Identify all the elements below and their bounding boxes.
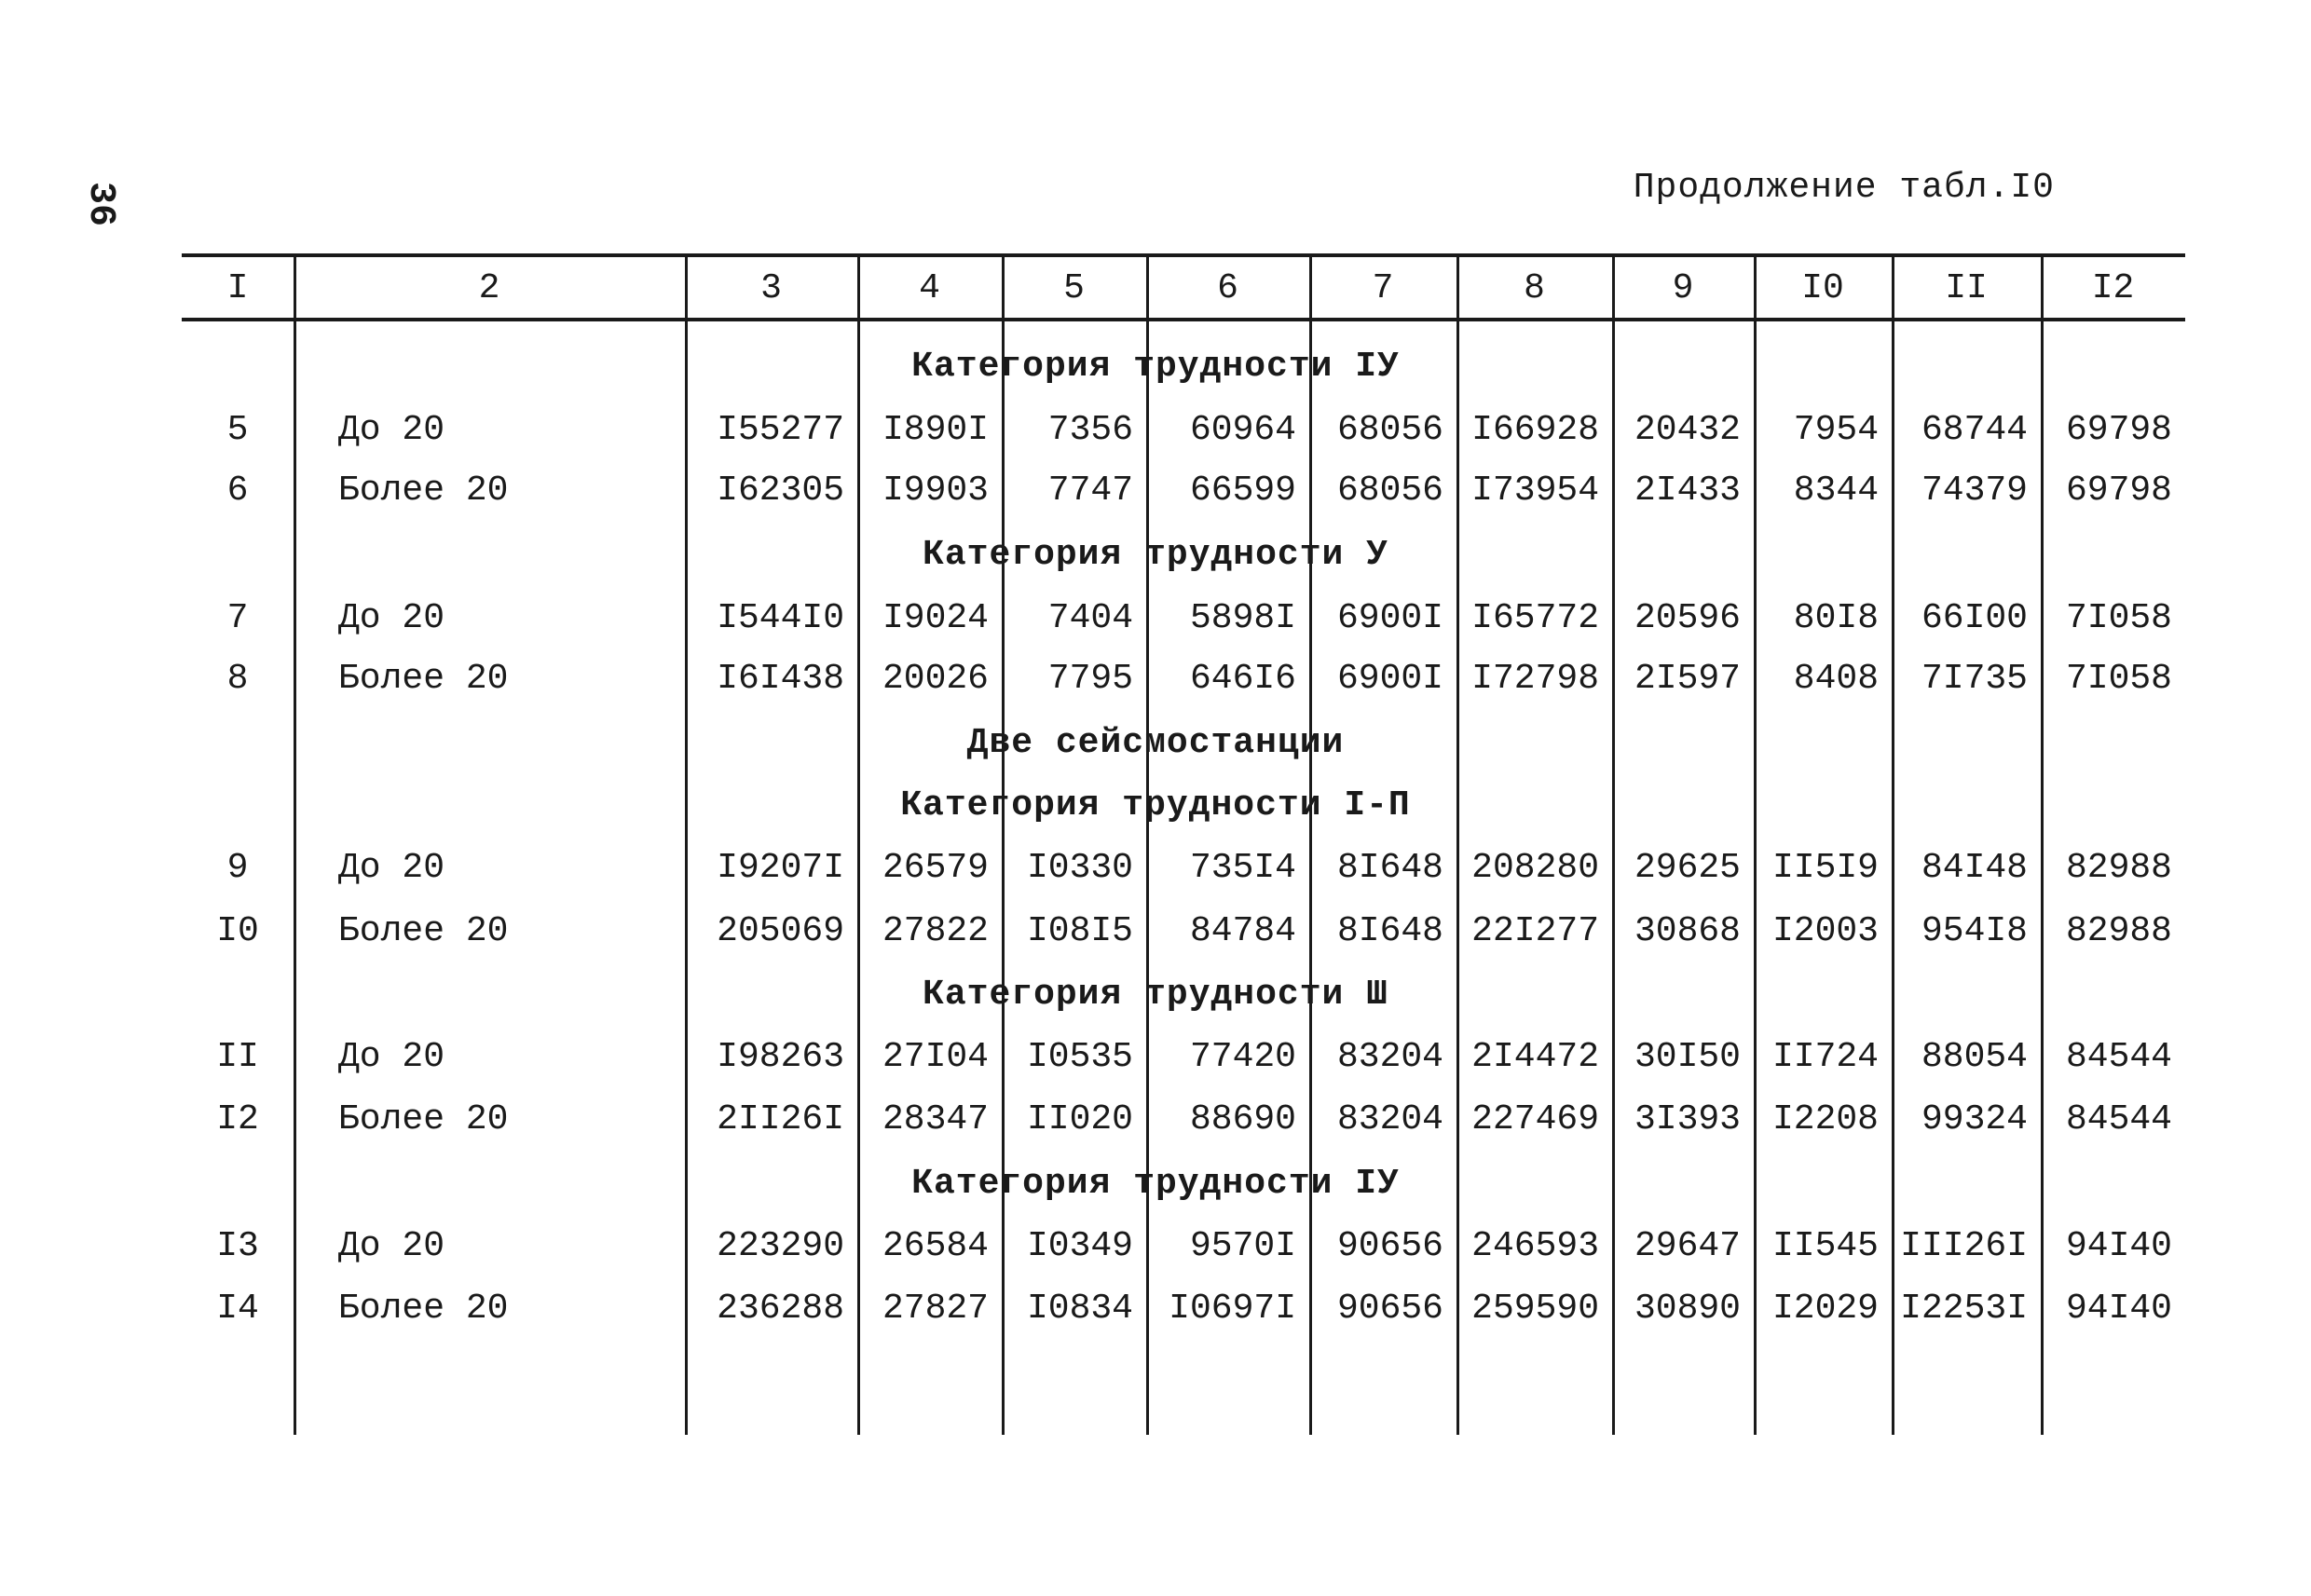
table-cell: 27827 (882, 1289, 989, 1329)
table-cell: I6I438 (717, 659, 844, 699)
table-cell: II020 (1026, 1099, 1133, 1139)
table-cell: 84I48 (1921, 848, 2028, 888)
table-cell: I544I0 (717, 598, 844, 638)
table-cell: I2029 (1771, 1289, 1879, 1329)
table-cell: 94I40 (2065, 1226, 2172, 1266)
table-caption: Продолжение табл.I0 (1633, 168, 2055, 208)
table-cell: I0697I (1169, 1289, 1296, 1329)
row-number: II (216, 1037, 259, 1077)
table-cell: 27822 (882, 911, 989, 951)
column-header: 9 (1672, 268, 1694, 308)
table-cell: 82988 (2065, 911, 2172, 951)
table-cell: 83204 (1336, 1037, 1443, 1077)
table-cell: I0349 (1026, 1226, 1133, 1266)
table-cell: 3I393 (1634, 1099, 1741, 1139)
page-number: 36 (79, 182, 121, 227)
table-cell: 246593 (1471, 1226, 1599, 1266)
table-cell: I9207I (717, 848, 844, 888)
table-cell: 66I00 (1921, 598, 2028, 638)
column-header: 8 (1524, 268, 1545, 308)
row-label: Более 20 (338, 659, 509, 699)
table-cell: 68744 (1921, 410, 2028, 450)
table-cell: I2253I (1900, 1289, 2028, 1329)
table-cell: 30868 (1634, 911, 1741, 951)
table-cell: I0330 (1026, 848, 1133, 888)
table-cell: 8344 (1793, 471, 1879, 511)
row-number: 8 (226, 659, 249, 699)
section-heading: Две сейсмостанции (966, 723, 1345, 763)
row-label: Более 20 (338, 1099, 509, 1139)
table-cell: 7356 (1047, 410, 1133, 450)
table-cell: 7I735 (1921, 659, 2028, 699)
table-cell: 646I6 (1189, 659, 1296, 699)
table-cell: 99324 (1921, 1099, 2028, 1139)
row-number: I3 (216, 1226, 259, 1266)
table-cell: 29647 (1634, 1226, 1741, 1266)
table-cell: 90656 (1336, 1226, 1443, 1266)
table-cell: 88054 (1921, 1037, 2028, 1077)
table-cell: 8408 (1793, 659, 1879, 699)
row-number: 6 (226, 471, 249, 511)
table-cell: 69798 (2065, 410, 2172, 450)
table-cell: 94I40 (2065, 1289, 2172, 1329)
table-cell: 8I648 (1336, 848, 1443, 888)
table-cell: 74379 (1921, 471, 2028, 511)
header-rule (182, 318, 2185, 321)
table-cell: 236288 (717, 1289, 844, 1329)
row-label: До 20 (338, 598, 445, 638)
table-cell: 27I04 (882, 1037, 989, 1077)
table-cell: 69798 (2065, 471, 2172, 511)
table-cell: 80I8 (1793, 598, 1879, 638)
table-cell: 68056 (1336, 471, 1443, 511)
table-cell: 77420 (1189, 1037, 1296, 1077)
table-cell: I73954 (1471, 471, 1599, 511)
table-cell: 83204 (1336, 1099, 1443, 1139)
table-cell: I72798 (1471, 659, 1599, 699)
table-cell: 90656 (1336, 1289, 1443, 1329)
row-label: До 20 (338, 1037, 445, 1077)
column-header: I0 (1801, 268, 1844, 308)
table-cell: 20596 (1634, 598, 1741, 638)
section-heading: Категория трудности IУ (911, 347, 1400, 387)
table-cell: 29625 (1634, 848, 1741, 888)
table-cell: 66599 (1189, 471, 1296, 511)
column-header: 5 (1063, 268, 1085, 308)
row-label: До 20 (338, 848, 445, 888)
row-label: До 20 (338, 410, 445, 450)
table-cell: II5I9 (1771, 848, 1879, 888)
table-cell: 28347 (882, 1099, 989, 1139)
row-number: 5 (226, 410, 249, 450)
column-header: 6 (1217, 268, 1238, 308)
table-cell: 5898I (1189, 598, 1296, 638)
column-header: 7 (1372, 268, 1394, 308)
section-heading: Категория трудности У (923, 535, 1388, 575)
table-cell: 20026 (882, 659, 989, 699)
table-cell: 954I8 (1921, 911, 2028, 951)
table-cell: III26I (1900, 1226, 2028, 1266)
section-heading: Категория трудности Ш (923, 975, 1388, 1015)
table-cell: 259590 (1471, 1289, 1599, 1329)
table-cell: II545 (1771, 1226, 1879, 1266)
table-cell: 9570I (1189, 1226, 1296, 1266)
table-cell: 7954 (1793, 410, 1879, 450)
row-label: Более 20 (338, 1289, 509, 1329)
table-cell: 84544 (2065, 1037, 2172, 1077)
row-number: 9 (226, 848, 249, 888)
table-cell: 88690 (1189, 1099, 1296, 1139)
table-cell: 2I597 (1634, 659, 1741, 699)
table-cell: 735I4 (1189, 848, 1296, 888)
table-cell: 60964 (1189, 410, 1296, 450)
table-cell: I98263 (717, 1037, 844, 1077)
table-cell: I66928 (1471, 410, 1599, 450)
table-cell: 223290 (717, 1226, 844, 1266)
row-number: I2 (216, 1099, 259, 1139)
table-cell: 7I058 (2065, 659, 2172, 699)
table-cell: 30890 (1634, 1289, 1741, 1329)
table-cell: 7404 (1047, 598, 1133, 638)
table-cell: 30I50 (1634, 1037, 1741, 1077)
table-cell: 26584 (882, 1226, 989, 1266)
row-number: I0 (216, 911, 259, 951)
table-cell: I0834 (1026, 1289, 1133, 1329)
table-cell: I890I (882, 410, 989, 450)
row-number: I4 (216, 1289, 259, 1329)
table-cell: 7795 (1047, 659, 1133, 699)
table-cell: 22I277 (1471, 911, 1599, 951)
column-header: 4 (919, 268, 940, 308)
table-cell: I9024 (882, 598, 989, 638)
table-cell: 2I4472 (1471, 1037, 1599, 1077)
table-cell: 82988 (2065, 848, 2172, 888)
row-label: Более 20 (338, 471, 509, 511)
row-label: Более 20 (338, 911, 509, 951)
table-cell: 26579 (882, 848, 989, 888)
table-cell: 20432 (1634, 410, 1741, 450)
table-cell: 68056 (1336, 410, 1443, 450)
table-cell: 7747 (1047, 471, 1133, 511)
table-cell: 2II26I (717, 1099, 844, 1139)
table-cell: I08I5 (1026, 911, 1133, 951)
table-cell: I9903 (882, 471, 989, 511)
row-label: До 20 (338, 1226, 445, 1266)
table-cell: I55277 (717, 410, 844, 450)
row-number: 7 (226, 598, 249, 638)
table-cell: 84784 (1189, 911, 1296, 951)
table-cell: 227469 (1471, 1099, 1599, 1139)
table-cell: I2003 (1771, 911, 1879, 951)
column-header: 2 (478, 268, 500, 308)
column-header: I (226, 268, 249, 308)
column-header: I2 (2091, 268, 2135, 308)
table-cell: 6900I (1336, 598, 1443, 638)
table-cell: I62305 (717, 471, 844, 511)
table-cell: I2208 (1771, 1099, 1879, 1139)
table-cell: I0535 (1026, 1037, 1133, 1077)
column-header: II (1945, 268, 1988, 308)
table-cell: 205069 (717, 911, 844, 951)
section-heading: Категория трудности I-П (900, 785, 1411, 825)
section-heading: Категория трудности IУ (911, 1164, 1400, 1204)
column-divider (294, 321, 296, 1435)
table-cell: II724 (1771, 1037, 1879, 1077)
table-cell: 208280 (1471, 848, 1599, 888)
table-cell: 2I433 (1634, 471, 1741, 511)
top-rule (182, 253, 2185, 257)
table-cell: 7I058 (2065, 598, 2172, 638)
column-header: 3 (760, 268, 782, 308)
table-cell: I65772 (1471, 598, 1599, 638)
table-cell: 84544 (2065, 1099, 2172, 1139)
table-cell: 6900I (1336, 659, 1443, 699)
table-cell: 8I648 (1336, 911, 1443, 951)
